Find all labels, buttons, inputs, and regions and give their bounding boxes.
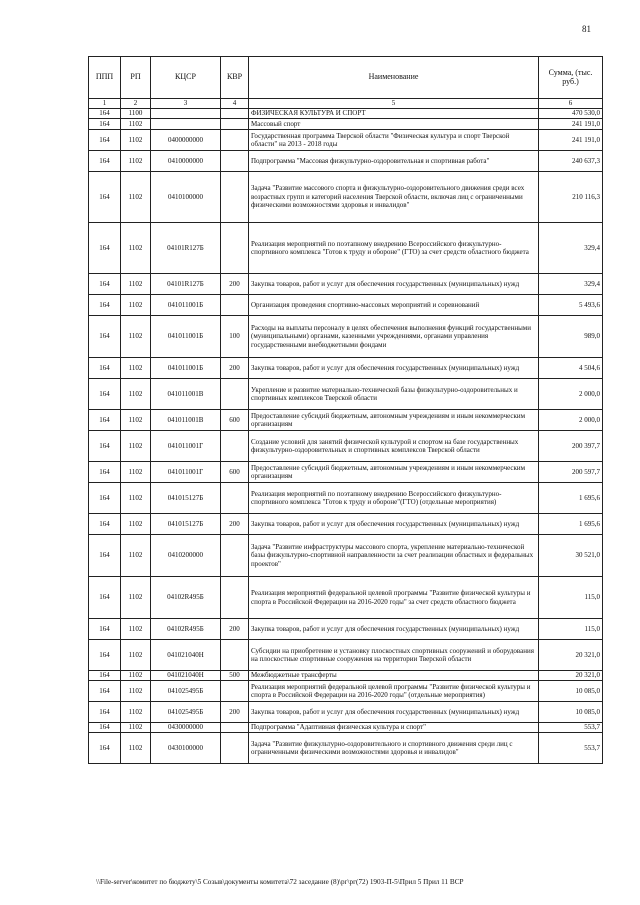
cell-kcsr: 0410100000 <box>151 172 221 223</box>
cell-rp: 1100 <box>121 109 151 119</box>
cell-kcsr: 041021040Н <box>151 640 221 671</box>
cell-sum: 210 116,3 <box>539 172 603 223</box>
cell-name: Организация проведения спортивно-массовых мероприятий и соревнований <box>249 295 539 316</box>
cell-kcsr: 0410200000 <box>151 535 221 577</box>
cell-sum: 1 695,6 <box>539 483 603 514</box>
cell-sum: 30 521,0 <box>539 535 603 577</box>
cell-kcsr <box>151 109 221 119</box>
cell-kcsr: 04101R127Б <box>151 274 221 295</box>
cell-kcsr: 041011001Б <box>151 316 221 358</box>
cell-rp: 1102 <box>121 358 151 379</box>
cell-kvr <box>221 151 249 172</box>
cell-name: Задача "Развитие инфраструктуры массового спорта, укрепление материально-технической базы физкультурно-спортивной направленности за счет реализации областных и федеральных проектов" <box>249 535 539 577</box>
cell-sum: 329,4 <box>539 274 603 295</box>
column-number: 4 <box>221 99 249 109</box>
page-number: 81 <box>582 24 591 34</box>
cell-name: Расходы на выплаты персоналу в целях обеспечения выполнения функций государственными (муниципальными) органами, казенными учреждениями, органами управления государственными внебюджетными фондами <box>249 316 539 358</box>
cell-name: Реализация мероприятий по поэтапному внедрению Всероссийского физкультурно-спортивного комплекса "Готов к труду и обороне"(ГТО) (отдельные мероприятия) <box>249 483 539 514</box>
table-row <box>89 410 603 431</box>
cell-kvr <box>221 379 249 410</box>
table-row <box>89 462 603 483</box>
cell-rp: 1102 <box>121 702 151 723</box>
table-row <box>89 316 603 358</box>
cell-ppp: 164 <box>89 514 121 535</box>
cell-kcsr: 0430000000 <box>151 723 221 733</box>
table-row <box>89 223 603 274</box>
cell-sum: 2 000,0 <box>539 379 603 410</box>
cell-kcsr: 041021040Н <box>151 671 221 681</box>
cell-ppp: 164 <box>89 535 121 577</box>
cell-sum: 200 597,7 <box>539 462 603 483</box>
cell-name: Реализация мероприятий федеральной целевой программы "Развитие физической культуры и спорта в Российской Федерации на 2016-2020 годы" (отдельные мероприятия) <box>249 681 539 702</box>
table-row <box>89 119 603 130</box>
cell-kcsr: 041025495Б <box>151 702 221 723</box>
cell-sum: 241 191,0 <box>539 130 603 151</box>
cell-sum: 115,0 <box>539 577 603 619</box>
cell-ppp: 164 <box>89 130 121 151</box>
cell-rp: 1102 <box>121 410 151 431</box>
cell-name: Субсидии на приобретение и установку плоскостных спортивных сооружений и оборудования на плоскостные спортивные сооружения на территории Тверской области <box>249 640 539 671</box>
cell-ppp: 164 <box>89 295 121 316</box>
cell-kcsr: 041011001В <box>151 379 221 410</box>
cell-rp: 1102 <box>121 723 151 733</box>
cell-ppp: 164 <box>89 702 121 723</box>
cell-rp: 1102 <box>121 640 151 671</box>
cell-sum: 553,7 <box>539 733 603 764</box>
table-row <box>89 483 603 514</box>
cell-ppp: 164 <box>89 483 121 514</box>
cell-ppp: 164 <box>89 733 121 764</box>
cell-rp: 1102 <box>121 733 151 764</box>
cell-ppp: 164 <box>89 151 121 172</box>
cell-kcsr: 041015127Б <box>151 483 221 514</box>
table-row <box>89 151 603 172</box>
table-row <box>89 431 603 462</box>
cell-sum: 241 191,0 <box>539 119 603 130</box>
cell-kvr <box>221 577 249 619</box>
cell-name: Подпрограмма "Адаптивная физическая культура и спорт" <box>249 723 539 733</box>
cell-kvr <box>221 109 249 119</box>
cell-sum: 10 085,0 <box>539 681 603 702</box>
cell-ppp: 164 <box>89 358 121 379</box>
cell-name: Реализация мероприятий по поэтапному внедрению Всероссийского физкультурно-спортивного комплекса "Готов к труду и обороне" (ГТО) за счет средств областного бюджета <box>249 223 539 274</box>
cell-kcsr: 041025495Б <box>151 681 221 702</box>
header-ppp: ППП <box>89 57 121 99</box>
cell-rp: 1102 <box>121 151 151 172</box>
cell-kvr <box>221 535 249 577</box>
table-row <box>89 577 603 619</box>
cell-rp: 1102 <box>121 223 151 274</box>
cell-kvr: 200 <box>221 702 249 723</box>
cell-kcsr: 0410000000 <box>151 151 221 172</box>
table-row <box>89 130 603 151</box>
cell-kcsr: 0400000000 <box>151 130 221 151</box>
cell-name: Закупка товаров, работ и услуг для обеспечения государственных (муниципальных) нужд <box>249 514 539 535</box>
cell-kcsr: 041011001Б <box>151 358 221 379</box>
cell-kvr <box>221 733 249 764</box>
cell-rp: 1102 <box>121 514 151 535</box>
cell-rp: 1102 <box>121 535 151 577</box>
cell-name: Закупка товаров, работ и услуг для обеспечения государственных (муниципальных) нужд <box>249 358 539 379</box>
cell-ppp: 164 <box>89 223 121 274</box>
cell-kvr: 200 <box>221 358 249 379</box>
table-row <box>89 379 603 410</box>
cell-kcsr: 041011001Г <box>151 462 221 483</box>
cell-name: ФИЗИЧЕСКАЯ КУЛЬТУРА И СПОРТ <box>249 109 539 119</box>
cell-name: Задача "Развитие физкультурно-оздоровительного и спортивного движения среди лиц с ограниченными физическими возможностями здоровья и инвалидов" <box>249 733 539 764</box>
table-row <box>89 295 603 316</box>
cell-sum: 4 504,6 <box>539 358 603 379</box>
header-kvr: КВР <box>221 57 249 99</box>
cell-kvr <box>221 130 249 151</box>
cell-kvr: 200 <box>221 514 249 535</box>
cell-rp: 1102 <box>121 462 151 483</box>
cell-sum: 470 530,0 <box>539 109 603 119</box>
cell-kvr: 600 <box>221 462 249 483</box>
cell-kcsr: 041011001В <box>151 410 221 431</box>
cell-kvr: 200 <box>221 619 249 640</box>
cell-name: Закупка товаров, работ и услуг для обеспечения государственных (муниципальных) нужд <box>249 619 539 640</box>
cell-kvr: 600 <box>221 410 249 431</box>
cell-sum: 5 493,6 <box>539 295 603 316</box>
cell-ppp: 164 <box>89 172 121 223</box>
cell-name: Создание условий для занятий физической культурой и спортом на базе государственных физкультурно-оздоровительных и спортивных комплексов Тверской области <box>249 431 539 462</box>
table-row <box>89 109 603 119</box>
header-kcsr: КЦСР <box>151 57 221 99</box>
column-number: 1 <box>89 99 121 109</box>
cell-kcsr: 041015127Б <box>151 514 221 535</box>
cell-rp: 1102 <box>121 316 151 358</box>
cell-rp: 1102 <box>121 295 151 316</box>
cell-kvr <box>221 431 249 462</box>
table-row <box>89 358 603 379</box>
column-number: 3 <box>151 99 221 109</box>
cell-kvr <box>221 640 249 671</box>
table-row <box>89 274 603 295</box>
cell-ppp: 164 <box>89 316 121 358</box>
table-row <box>89 640 603 671</box>
cell-kvr <box>221 295 249 316</box>
column-number: 5 <box>249 99 539 109</box>
cell-kvr <box>221 723 249 733</box>
table-row <box>89 681 603 702</box>
file-path-footer: \\File-server\комитет по бюджету\5 Созыв\документы комитета\72 заседание (8)\рг\рг(72) 1903-П-5\Прил 5 Прил 11 ВСР <box>96 878 464 886</box>
cell-rp: 1102 <box>121 619 151 640</box>
cell-ppp: 164 <box>89 119 121 130</box>
cell-kvr <box>221 483 249 514</box>
cell-sum: 115,0 <box>539 619 603 640</box>
cell-sum: 2 000,0 <box>539 410 603 431</box>
cell-kvr: 100 <box>221 316 249 358</box>
cell-ppp: 164 <box>89 640 121 671</box>
cell-rp: 1102 <box>121 483 151 514</box>
cell-name: Закупка товаров, работ и услуг для обеспечения государственных (муниципальных) нужд <box>249 274 539 295</box>
cell-kcsr: 041011001Г <box>151 431 221 462</box>
cell-ppp: 164 <box>89 723 121 733</box>
cell-rp: 1102 <box>121 130 151 151</box>
cell-rp: 1102 <box>121 172 151 223</box>
cell-sum: 553,7 <box>539 723 603 733</box>
cell-sum: 989,0 <box>539 316 603 358</box>
table-row <box>89 723 603 733</box>
table-row <box>89 671 603 681</box>
cell-ppp: 164 <box>89 274 121 295</box>
cell-sum: 20 321,0 <box>539 640 603 671</box>
cell-rp: 1102 <box>121 671 151 681</box>
cell-kvr <box>221 172 249 223</box>
cell-kvr <box>221 681 249 702</box>
table-row <box>89 619 603 640</box>
cell-rp: 1102 <box>121 379 151 410</box>
cell-ppp: 164 <box>89 671 121 681</box>
cell-name: Подпрограмма "Массовая физкультурно-оздоровительная и спортивная работа" <box>249 151 539 172</box>
cell-sum: 20 321,0 <box>539 671 603 681</box>
cell-ppp: 164 <box>89 379 121 410</box>
column-number: 2 <box>121 99 151 109</box>
cell-kvr <box>221 119 249 130</box>
cell-ppp: 164 <box>89 109 121 119</box>
table-row <box>89 172 603 223</box>
budget-table <box>88 56 603 764</box>
cell-name: Закупка товаров, работ и услуг для обеспечения государственных (муниципальных) нужд <box>249 702 539 723</box>
header-name: Наименование <box>249 57 539 99</box>
cell-kcsr: 04102R495Б <box>151 619 221 640</box>
cell-kcsr: 0430100000 <box>151 733 221 764</box>
cell-kcsr: 04102R495Б <box>151 577 221 619</box>
cell-name: Укрепление и развитие материально-технической базы физкультурно-оздоровительных и спортивных комплексов Тверской области <box>249 379 539 410</box>
cell-rp: 1102 <box>121 431 151 462</box>
cell-sum: 1 695,6 <box>539 514 603 535</box>
table-row <box>89 514 603 535</box>
cell-sum: 200 397,7 <box>539 431 603 462</box>
cell-ppp: 164 <box>89 681 121 702</box>
cell-ppp: 164 <box>89 431 121 462</box>
cell-name: Реализация мероприятий федеральной целевой программы "Развитие физической культуры и спорта в Российской Федерации на 2016-2020 годы" за счет средств областного бюджета <box>249 577 539 619</box>
cell-rp: 1102 <box>121 577 151 619</box>
cell-rp: 1102 <box>121 119 151 130</box>
cell-kvr: 200 <box>221 274 249 295</box>
cell-sum: 10 085,0 <box>539 702 603 723</box>
header-sum: Сумма, (тыс. руб.) <box>539 57 603 99</box>
cell-sum: 329,4 <box>539 223 603 274</box>
cell-kcsr: 04101R127Б <box>151 223 221 274</box>
cell-kvr: 500 <box>221 671 249 681</box>
column-number: 6 <box>539 99 603 109</box>
cell-kcsr <box>151 119 221 130</box>
table-row <box>89 733 603 764</box>
cell-ppp: 164 <box>89 577 121 619</box>
cell-sum: 240 637,3 <box>539 151 603 172</box>
cell-ppp: 164 <box>89 410 121 431</box>
cell-name: Предоставление субсидий бюджетным, автономным учреждениям и иным некоммерческим организациям <box>249 462 539 483</box>
cell-name: Массовый спорт <box>249 119 539 130</box>
cell-rp: 1102 <box>121 681 151 702</box>
header-rp: РП <box>121 57 151 99</box>
cell-kvr <box>221 223 249 274</box>
table-row <box>89 535 603 577</box>
cell-ppp: 164 <box>89 462 121 483</box>
cell-rp: 1102 <box>121 274 151 295</box>
cell-name: Государственная программа Тверской области "Физическая культура и спорт Тверской области" на 2013 - 2018 годы <box>249 130 539 151</box>
cell-name: Предоставление субсидий бюджетным, автономным учреждениям и иным некоммерческим организациям <box>249 410 539 431</box>
table-row <box>89 702 603 723</box>
cell-ppp: 164 <box>89 619 121 640</box>
cell-kcsr: 041011001Б <box>151 295 221 316</box>
cell-name: Задача "Развитие массового спорта и физкультурно-оздоровительного движения среди всех возрастных групп и категорий населения Тверской области, включая лиц с ограниченными физическими возможностями здоровья и инвалидов" <box>249 172 539 223</box>
cell-name: Межбюджетные трансферты <box>249 671 539 681</box>
